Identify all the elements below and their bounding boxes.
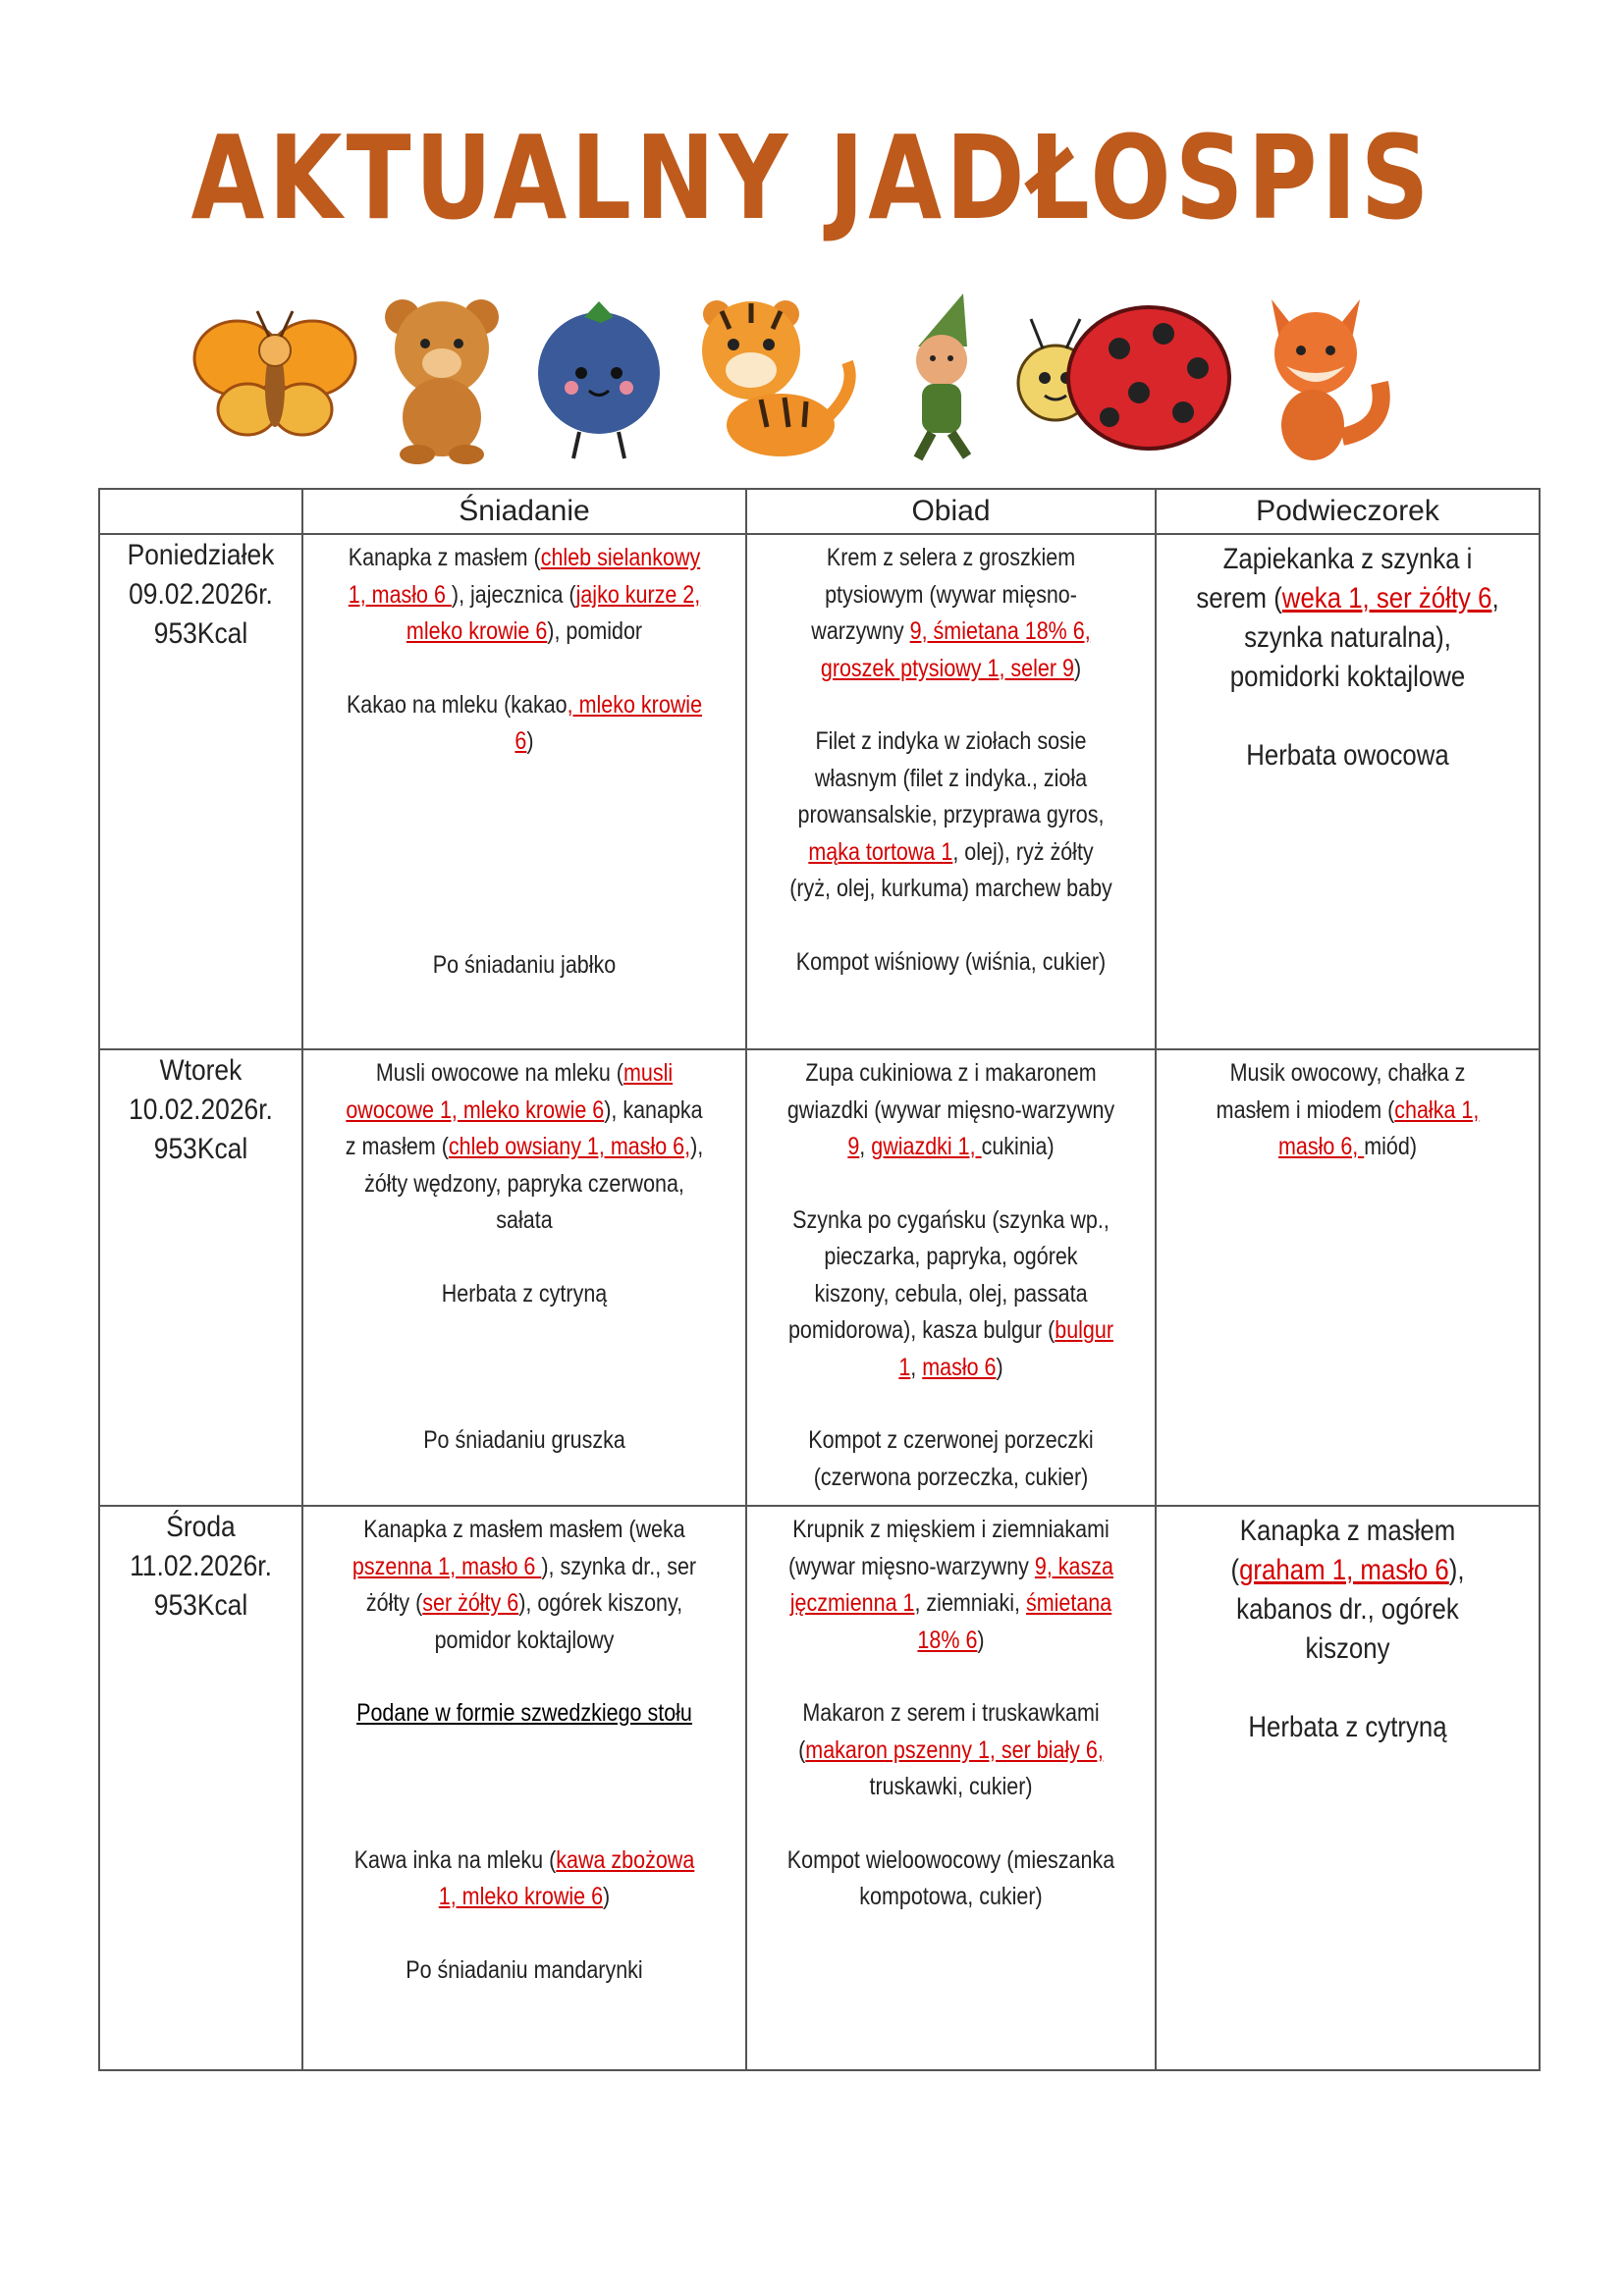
meal-text: Kakao na mleku (kakao, mleko krowie 6) [346, 690, 703, 755]
meal-text: Szynka po cygańsku (szynka wp., pieczarka, papryka, ogórek kiszony, cebula, olej, passata pomidorowa), kasza bulgur (bulgur 1, masło 6) [787, 1205, 1114, 1381]
meal-text: Kanapka z masłem (chleb sielankowy 1, masło 6 ), jajecznica (jajko kurze 2, mleko krowie 6), pomidor [348, 544, 701, 645]
meal-text: Herbata z cytryną [441, 1279, 608, 1308]
butterfly-icon [187, 290, 363, 466]
blueberry-icon [530, 290, 668, 466]
day-date: 10.02.2026r. [129, 1094, 273, 1126]
menu-table [98, 488, 1541, 2071]
meal-note: Podane w formie szwedzkiego stołu [356, 1699, 692, 1727]
table-row [99, 1506, 1540, 2070]
breakfast-cell [302, 534, 746, 1049]
header-row [99, 489, 1540, 534]
meal-text: Po śniadaniu gruszka [423, 1426, 625, 1454]
tiger-icon [682, 290, 864, 466]
breakfast-cell [302, 1049, 746, 1506]
elf-icon [879, 290, 1006, 466]
bear-icon [368, 290, 515, 466]
day-name: Środa [166, 1511, 236, 1543]
meal-text: Filet z indyka w ziołach sosie własnym (filet z indyka., zioła prowansalskie, przyprawa gyros, mąka tortowa 1, olej), ryż żółty (ryż, olej, kurkuma) marchew baby [789, 727, 1112, 902]
meal-text: Kompot wieloowocowy (mieszanka kompotowa, cukier) [786, 1845, 1115, 1910]
meal-text: Herbata owocowa [1246, 739, 1449, 772]
lunch-cell [746, 1049, 1156, 1506]
day-kcal: 953Kcal [153, 1589, 248, 1622]
animal-banner [187, 290, 1404, 486]
meal-text: Po śniadaniu mandarynki [406, 1955, 643, 1984]
meal-text: Kanapka z masłem masłem (weka pszenna 1, masło 6 ), szynka dr., ser żółty (ser żółty 6), ogórek kiszony, pomidor koktajlowy [352, 1516, 697, 1654]
meal-text: Makaron z serem i truskawkami (makaron pszenny 1, ser biały 6, truskawki, cukier) [798, 1699, 1104, 1800]
page-title: AKTUALNY JADŁOSPIS [190, 110, 1434, 245]
lunch-cell [746, 1506, 1156, 2070]
meal-text: Kanapka z masłem (graham 1, masło 6), kabanos dr., ogórek kiszony [1230, 1515, 1465, 1665]
header-obiad: Obiad [746, 489, 1156, 534]
header-sniadanie: Śniadanie [302, 489, 746, 534]
meal-text: Kawa inka na mleku (kawa zbożowa 1, mleko krowie 6) [353, 1845, 695, 1910]
snack-cell [1156, 1049, 1540, 1506]
meal-text: Kompot wiśniowy (wiśnia, cukier) [795, 947, 1107, 976]
fox-icon [1252, 290, 1399, 466]
day-date: 09.02.2026r. [129, 578, 273, 611]
snack-cell [1156, 1506, 1540, 2070]
header-empty [99, 489, 302, 534]
meal-text: Kompot z czerwonej porzeczki (czerwona porzeczka, cukier) [808, 1426, 1094, 1491]
meal-text: Krem z selera z groszkiem ptysiowym (wywar mięsno-warzywny 9, śmietana 18% 6, groszek ptysiowy 1, seler 9) [811, 544, 1091, 682]
day-name: Poniedziałek [127, 539, 275, 571]
meal-text: Musli owocowe na mleku (musli owocowe 1, mleko krowie 6), kanapka z masłem (chleb owsiany 1, masło 6,), żółty wędzony, papryka czerwona, sałata [345, 1059, 704, 1234]
day-cell [99, 1049, 302, 1506]
meal-text: Musik owocowy, chałka z masłem i miodem (chałka 1, masło 6, miód) [1216, 1059, 1480, 1160]
snack-cell [1156, 534, 1540, 1049]
day-cell [99, 1506, 302, 2070]
day-date: 11.02.2026r. [130, 1550, 272, 1582]
header-podwieczorek: Podwieczorek [1156, 489, 1540, 534]
day-kcal: 953Kcal [153, 617, 248, 650]
breakfast-cell [302, 1506, 746, 2070]
meal-text: Zupa cukiniowa z i makaronem gwiazdki (wywar mięsno-warzywny 9, gwiazdki 1, cukinia) [786, 1059, 1115, 1160]
meal-text: Herbata z cytryną [1248, 1711, 1447, 1743]
meal-text: Zapiekanka z szynka i serem (weka 1, ser żółty 6, szynka naturalna), pomidorki koktajlowe [1196, 543, 1499, 693]
day-name: Wtorek [159, 1054, 243, 1087]
table-row [99, 1049, 1540, 1506]
table-row [99, 534, 1540, 1049]
day-cell [99, 534, 302, 1049]
ladybug-icon [1001, 290, 1237, 466]
meal-text: Po śniadaniu jabłko [432, 950, 617, 979]
day-kcal: 953Kcal [153, 1133, 248, 1165]
lunch-cell [746, 534, 1156, 1049]
meal-text: Krupnik z mięskiem i ziemniakami (wywar mięsno-warzywny 9, kasza jęczmienna 1, ziemniaki, śmietana 18% 6) [788, 1516, 1113, 1654]
